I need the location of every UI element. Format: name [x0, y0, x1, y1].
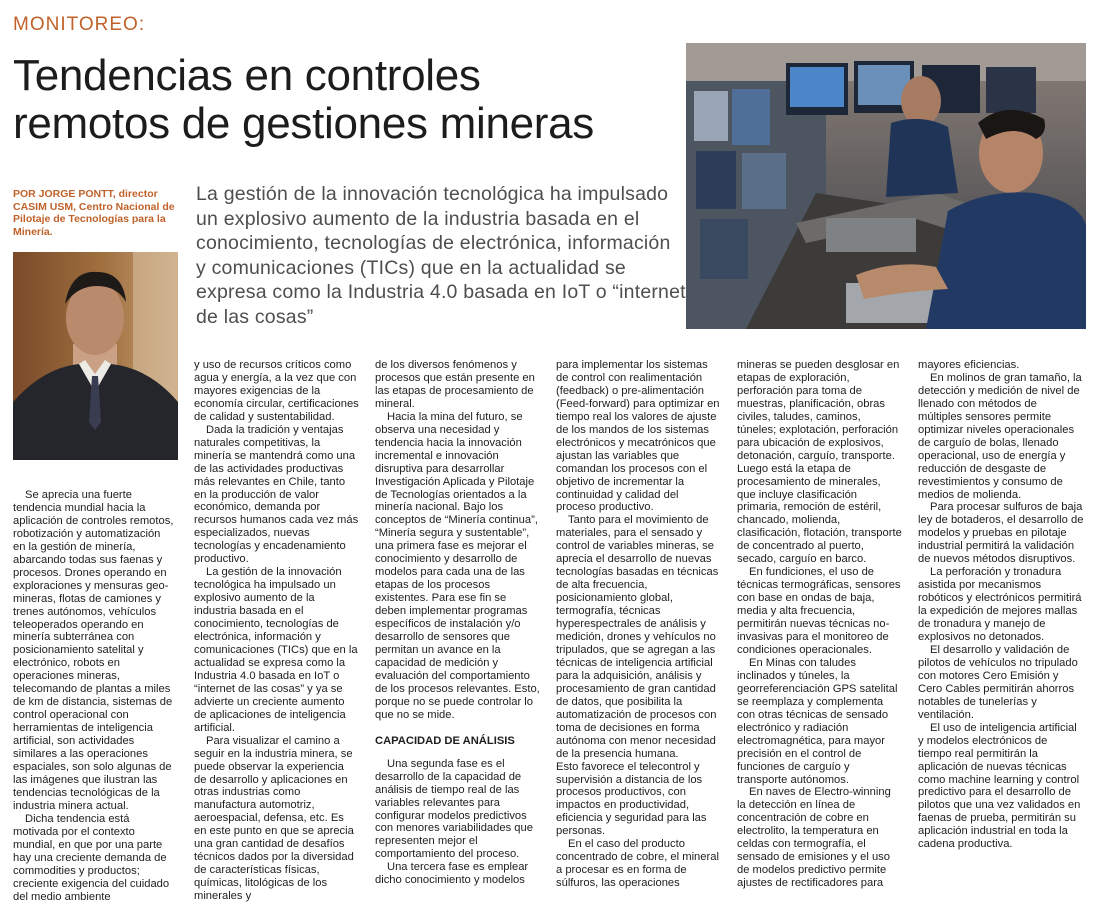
section-label: MONITOREO:	[13, 14, 146, 35]
body-paragraph: El uso de inteligencia artificial y modelos electrónicos de tiempo real permitirán la aplicación de nuevas técnicas como machine learning y control predictivo para el desarrollo de pilotos que una vez validados en faenas de prueba, permitirán su aplicación industrial en toda la cadena productiva.	[918, 721, 1081, 851]
author-byline: POR JORGE PONTT, director CASIM USM, Centro Nacional de Pilotaje de Tecnologías para la Minería.	[13, 188, 175, 238]
body-paragraph: mineras se pueden desglosar en etapas de exploración, perforación para toma de muestras, planificación, obras civiles, taludes, caminos, túneles; explotación, perforación para ubicación de explosivos, detonación, carguío, transporte. Luego está la etapa de procesamiento de minerales, que incluye clasificación primaria, remoción de estéril, chancado, molienda, clasificación, flotación, transporte de concentrado al puerto, secado, carguío en barco.	[737, 359, 902, 566]
body-paragraph: En naves de Electro-winning la detección en línea de concentración de cobre en electrolito, la temperatura en celdas con termografía, el sensado de emisiones y el uso de modelos predictivo permite ajustes de rectificadores para	[737, 786, 891, 890]
body-paragraph: Tanto para el movimiento de materiales, para el sensado y control de variables mineras, se aprecia el desarrollo de nuevas tecnologías basadas en técnicas de alta frecuencia, posicionamiento global, termografía, técnicas hyperespectrales de análisis y medición, drones y vehículos no tripulados, que se agregan a las técnicas de inteligencia artificial para la adquisición, análisis y procesamiento de gran cantidad de datos, que posibilita la automatización de procesos con toma de decisiones en forma autónoma con menor necesidad de la presencia humana.	[556, 514, 719, 760]
body-paragraph: Esto favorece el telecontrol y supervisión a distancia de los procesos productivos, con impactos en productividad, eficiencia y seguridad para las personas.	[556, 760, 707, 838]
body-paragraph: mayores eficiencias.	[918, 359, 1020, 371]
body-paragraph: Para procesar sulfuros de baja ley de botaderos, el desarrollo de modelos y pruebas en pilotaje industrial permitirá la validación de nuevos métodos disruptivos.	[918, 501, 1084, 566]
body-column-5	[737, 359, 902, 890]
body-paragraph: En Minas con taludes inclinados y túneles, la georreferenciación GPS satelital se reemplaza y complementa con otras técnicas de sensado electrónico y radiación electromagnética, para mayor precisión en el control de funciones de carguío y transporte autónomos.	[737, 656, 898, 786]
body-paragraph: En fundiciones, el uso de técnicas termográficas, sensores con base en ondas de baja, media y alta frecuencia, permitirán nuevas técnicas no-invasivas para el monitoreo de condiciones operacionales.	[737, 566, 901, 656]
article-title-line-1: Tendencias en controles	[13, 51, 481, 100]
body-paragraph: La gestión de la innovación tecnológica ha impulsado un explosivo aumento de la industria basada en el conocimiento, tecnologías de electrónica, información y comunicaciones (TICs) que en la actualidad se expresa como la Industria 4.0 basada en IoT o “internet de las cosas” y ya se advierte un creciente aumento de aplicaciones de inteligencia artificial.	[194, 566, 358, 734]
body-column-6	[918, 359, 1084, 851]
body-paragraph: Una tercera fase es emplear dicho conocimiento y modelos	[375, 861, 529, 887]
article-lede: La gestión de la innovación tecnológica ha impulsado un explosivo aumento de la industria basada en el conocimiento, tecnologías de electrónica, información y comunicaciones (TICs) que en la actualidad se expresa como la Industria 4.0 basada en IoT o “internet de las cosas”	[196, 183, 686, 328]
author-portrait	[13, 252, 178, 460]
body-paragraph: En molinos de gran tamaño, la detección y medición de nivel de llenado con métodos de múltiples sensores permite optimizar niveles operacionales de carguío de bolas, llenado operacional, uso de energía y reducción de desgaste de revestimientos y consumo de medios de molienda.	[918, 371, 1082, 501]
body-paragraph: Se aprecia una fuerte tendencia mundial hacia la aplicación de controles remotos, robotización y automatización en la gestión de minería, abarcando todas sus faenas y procesos. Drones operando en exploraciones y mensuras geo-mineras, flotas de camiones y trenes autónomos, vehículos teleoperados operando en minería subterránea con posicionamiento satelital y electrónico, robots en operaciones mineras, telecomando de plantas a miles de km de distancia, sistemas de control operacional con herramientas de inteligencia artificial, son actividades similares a las operaciones espaciales, son solo algunas de las imágenes que ilustran las tendencias tecnológicas de la industria minera actual.	[13, 489, 174, 812]
control-room-photo	[686, 43, 1086, 329]
body-paragraph: En el caso del producto concentrado de cobre, el mineral a procesar es en forma de súlfuros, las operaciones	[556, 838, 719, 890]
body-paragraph: La perforación y tronadura asistida por mecanismos robóticos y electrónicos permitirá la expedición de mejores mallas de tronadura y manejo de explosivos no detonados.	[918, 566, 1082, 644]
body-paragraph: y uso de recursos críticos como agua y energía, a la vez que con mayores exigencias de la economía circular, certificaciones de calidad y sustentabilidad.	[194, 359, 359, 423]
article-title	[13, 52, 683, 148]
body-paragraph: de los diversos fenómenos y procesos que están presente en las etapas de procesamiento de mineral.	[375, 359, 535, 410]
body-column-3	[375, 359, 540, 887]
article-title-line-2: remotos de gestiones mineras	[13, 99, 595, 148]
body-paragraph: Hacia la mina del futuro, se observa una necesidad y tendencia hacia la innovación incremental e innovación disruptiva para desarrollar Investigación Aplicada y Pilotaje de Tecnologías orientados a la minería nacional. Bajo los conceptos de “Minería continua”, “Minería segura y sustentable”, una primera fase es mejorar el conocimiento y desarrollo de modelos para cada una de las etapas de los procesos existentes. Para ese fin se deben implementar programas específicos de instalación y/o desarrollo de sensores que permitan un avance en la capacidad de medición y evaluación del comportamiento de los procesos relevantes. Esto, porque no se puede controlar lo que no se mide.	[375, 410, 540, 721]
body-column-4	[556, 359, 721, 890]
body-paragraph: para implementar los sistemas de control con realimentación (feedback) o pre-alimentación (Feed-forward) para optimizar en tiempo real los valores de ajuste de los mandos de los sistemas electrónicos y mecatrónicos que ajustan las variables que comandan los procesos con el objetivo de incrementar la continuidad y calidad del proceso productivo.	[556, 359, 720, 514]
body-paragraph: Una segunda fase es el desarrollo de la capacidad de análisis de tiempo real de las variables relevantes para configurar modelos predictivos con menores variabilidades que representen mejor el comportamiento del proceso.	[375, 757, 533, 861]
body-paragraph: El desarrollo y validación de pilotos de vehículos no tripulado con motores Cero Emisión y Cero Cables permitirán ahorros notables de tunelerías y ventilación.	[918, 643, 1078, 721]
body-column-2	[194, 359, 359, 903]
body-paragraph: Para visualizar el camino a seguir en la industria minera, se puede observar la experiencia de desarrollo y aplicaciones en otras industrias como manufactura automotriz, aeroespacial, defensa, etc. Es en este punto en que se aprecia una gran cantidad de desafíos técnicos dados por la diversidad de características físicas, químicas, litológicas de los minerales y	[194, 734, 354, 903]
body-paragraph: Dada la tradición y ventajas naturales competitivas, la minería se mantendrá como una de las actividades productivas más relevantes en Chile, tanto en la producción de valor económico, demanda por recursos humanos cada vez más especializados, nuevas tecnologías y encadenamiento productivo.	[194, 423, 359, 566]
section-heading: CAPACIDAD DE ANÁLISIS	[375, 734, 515, 747]
body-column-1	[13, 489, 175, 904]
body-paragraph: Dicha tendencia está motivada por el contexto mundial, en que por una parte hay una creciente demanda de commodities y productos; creciente exigencia del cuidado del medio ambiente	[13, 812, 170, 903]
